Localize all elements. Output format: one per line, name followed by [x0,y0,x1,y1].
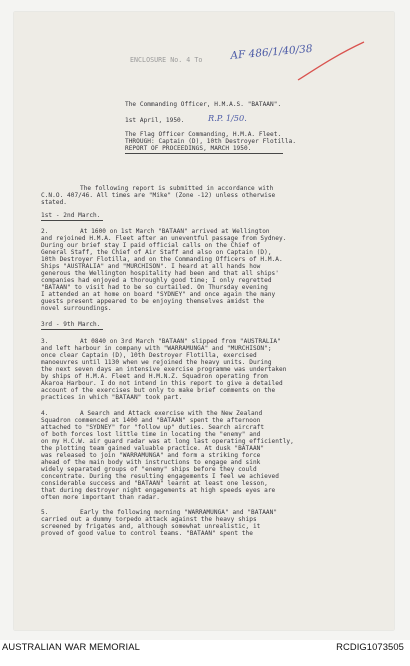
paragraph-line: I attended an at home on board "SYDNEY" and once again the many [41,291,276,298]
paragraph-line: once clear Captain (D), 10th Destroyer Flotilla, exercised [41,352,257,359]
addressee-line: The Commanding Officer, H.M.A.S. "BATAAN". [125,101,282,108]
paragraph-line: on my H.C.W. air guard radar was at long last operating efficiently, [41,438,294,445]
paragraph-line: 10th Destroyer Flotilla, and on the Commanding Officers of H.M.A. [41,256,283,263]
paragraph-line: the next seven days an intensive exercise programme was undertaken [41,366,287,373]
paragraph-line: the plotting team gained valuable practice. At dusk "BATAAN" [41,445,265,452]
section-heading-underline [41,220,103,221]
paragraph-number: 2. [41,228,49,235]
paragraph-line: account of the exercises but only to make brief comments on the [41,387,276,394]
paragraph-line: A Search and Attack exercise with the New Zealand [80,410,263,417]
paragraph-line: considerable success and "BATAAN" learnt at least one lesson, [41,480,268,487]
subject-line: REPORT OF PROCEEDINGS, MARCH 1950. [125,145,252,152]
intro-line: The following report is submitted in accordance with [80,185,274,192]
paragraph-line: that during destroyer night engagements at high speeds eyes are [41,487,276,494]
paragraph-line: of both forces lost little time in locating the "enemy" and [41,431,261,438]
letter-date: 1st April, 1950. [125,117,185,124]
paragraph-line: During our brief stay I paid official calls on the Chief of [41,242,261,249]
paragraph-line: often more important than radar. [41,494,160,501]
item-identifier: RCDIG1073505 [336,641,404,652]
paragraph-line: Ships "AUSTRALIA" and "MURCHISON". I heard at all hands how [41,263,261,270]
paragraph-line: ahead of the main body with instructions to engage and sink [41,459,261,466]
paragraph-line: "BATAAN" to visit had to be so curtailed. On Thursday evening [41,284,268,291]
recipient-line: The Flag Officer Commanding, H.M.A. Fleet. [125,131,282,138]
paragraph-line: Squadron commenced at 1400 and "BATAAN" spent the afternoon [41,417,261,424]
paragraph-line: companies had enjoyed a thoroughly good time; I only regretted [41,277,272,284]
paragraph-number: 3. [41,338,49,345]
paragraph-line: generous the Wellington hospitality had been and that all ships' [41,270,279,277]
red-pencil-mark [294,40,366,84]
paragraph-number: 4. [41,410,49,417]
paragraph-line: attached to "SYDNEY" for "follow up" duties. Search aircraft [41,424,265,431]
section-heading: 3rd - 9th March. [41,321,101,328]
paragraph-line: General Staff, the Chief of Air Staff and also on Captain (D), [41,249,272,256]
section-heading-underline [41,329,103,330]
paragraph-line: guests present appeared to be enjoying themselves amidst the [41,298,265,305]
document-page [14,12,394,630]
enclosure-label: ENCLOSURE No. 4 To [130,56,203,64]
handwritten-file-reference: AF 486/1/40/38 [230,42,313,62]
section-heading: 1st - 2nd March. [41,212,101,219]
paragraph-line: manoeuvres until 1130 when we rejoined the heavy units. During [41,359,272,366]
paragraph-line: proved of good value to control teams. "BATAAN" spent the [41,530,253,537]
paragraph-line: novel surroundings. [41,305,112,312]
paragraph-line: was released to join "WARRAMUNGA" and form a striking force [41,452,261,459]
paragraph-line: At 1600 on 1st March "BATAAN" arrived at Wellington [80,228,270,235]
paragraph-line: practices in which "BATAAN" took part. [41,394,183,401]
paragraph-line: Early the following morning "WARRAMUNGA" and "BATAAN" [80,509,278,516]
paragraph-number: 5. [41,509,49,516]
paragraph-line: and rejoined H.M.A. Fleet after an uneventful passage from Sydney. [41,235,287,242]
paragraph-line: concentrate. During the resulting engagements I feel we achieved [41,473,279,480]
paragraph-line: screened by frigates and, although somewhat unrealistic, it [41,523,261,530]
through-line: THROUGH: Captain (D), 10th Destroyer Flotilla. [125,138,297,145]
paragraph-line: and left harbour in company with "WARRAMUNGA" and "MURCHISON"; [41,345,272,352]
paragraph-line: by ships of H.M.A. Fleet and H.M.N.Z. Squadron operating from [41,373,268,380]
date-annotation: R.P. 1/50. [208,113,247,123]
paragraph-line: carried out a dummy torpedo attack against the heavy ships [41,516,257,523]
paragraph-line: Akaroa Harbour. I do not intend in this report to give a detailed [41,380,283,387]
intro-line: stated. [41,199,68,206]
subject-underline [125,153,283,154]
institution-credit: AUSTRALIAN WAR MEMORIAL [2,641,140,652]
paragraph-line: widely separated groups of "enemy" ships before they could [41,466,257,473]
intro-line: C.N.O. 407/46. All times are "Mike" (Zone -12) unless otherwise [41,192,276,199]
paragraph-line: At 0840 on 3rd March "BATAAN" slipped from "AUSTRALIA" [80,338,281,345]
